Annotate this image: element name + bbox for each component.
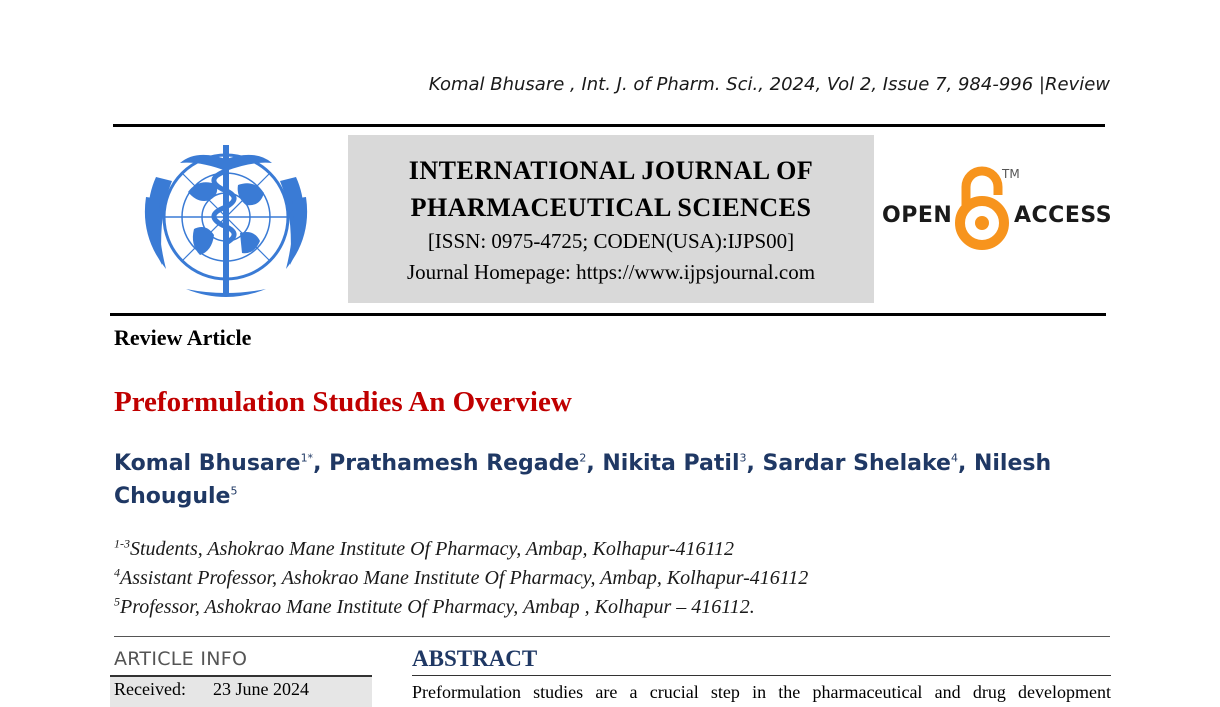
received-date: 23 June 2024 [212, 679, 309, 699]
journal-issn: [ISSN: 0975-4725; CODEN(USA):IJPS00] [427, 229, 795, 253]
author-affiliation-mark: 2 [579, 451, 587, 465]
affiliation-line [114, 593, 808, 622]
trademark-mark: TM [1002, 167, 1020, 181]
article-info-box [110, 677, 372, 707]
author-affiliation-mark: 5 [230, 484, 238, 498]
author-name: Nilesh Chougule [114, 451, 1052, 509]
header-rule-bottom [110, 313, 1106, 316]
affiliation-mark: 5 [114, 594, 120, 609]
open-access-logo [880, 165, 1113, 255]
affiliation-mark: 4 [114, 565, 120, 580]
affiliation-line [114, 564, 808, 593]
section-divider [114, 636, 1110, 637]
author [602, 451, 746, 476]
header-rule-top [113, 124, 1105, 127]
received-label: Received: [114, 679, 186, 699]
affiliation-text: Assistant Professor, Ashokrao Mane Institute Of Pharmacy, Ambap, Kolhapur-416112 [120, 567, 809, 589]
article-type: Review Article [114, 325, 252, 350]
article-info-heading: ARTICLE INFO [114, 648, 248, 670]
affiliation-mark: 1-3 [114, 536, 130, 551]
affiliation-text: Professor, Ashokrao Mane Institute Of Pharmacy, Ambap , Kolhapur – 416112. [120, 596, 755, 618]
author-affiliation-mark: 1* [300, 451, 314, 465]
open-access-word-access: ACCESS [1014, 203, 1113, 228]
author-affiliation-mark: 4 [950, 451, 958, 465]
journal-masthead [348, 135, 874, 303]
author [763, 451, 958, 476]
author [329, 451, 586, 476]
author-affiliation-mark: 3 [739, 451, 747, 465]
author-name: Komal Bhusare [114, 451, 301, 476]
received-row [114, 679, 309, 700]
paper-title: Preformulation Studies An Overview [114, 386, 572, 418]
abstract-rule [412, 675, 1111, 676]
running-head: Komal Bhusare , Int. J. of Pharm. Sci., 2024, Vol 2, Issue 7, 984-996 |Review [428, 74, 1110, 95]
journal-title-line-1: INTERNATIONAL JOURNAL OF [408, 156, 814, 185]
abstract-text: Preformulation studies are a crucial step in the pharmaceutical and drug development [412, 682, 1111, 702]
open-access-word-open: OPEN [882, 203, 953, 228]
affiliation-line [114, 535, 808, 564]
journal-title [348, 152, 874, 226]
author [114, 451, 313, 476]
journal-homepage: Journal Homepage: https://www.ijpsjournal.com [406, 260, 816, 284]
affiliation-text: Students, Ashokrao Mane Institute Of Pharmacy, Ambap, Kolhapur-416112 [130, 538, 735, 560]
author-list: Komal Bhusare$^{1*}$, Prathamesh Regade$^2$, Nikita Patil$^3$, Sardar Shelake$^4$, Nilesh Chougule$^5$ [114, 451, 1052, 509]
affiliation-list [114, 535, 808, 622]
author-name: Prathamesh Regade [329, 451, 580, 476]
un-who-emblem-icon [126, 137, 326, 307]
author-name: Nikita Patil [602, 451, 740, 476]
journal-title-line-2: PHARMACEUTICAL SCIENCES [410, 193, 812, 222]
abstract-heading: ABSTRACT [412, 646, 538, 671]
author-name: Sardar Shelake [762, 451, 951, 476]
